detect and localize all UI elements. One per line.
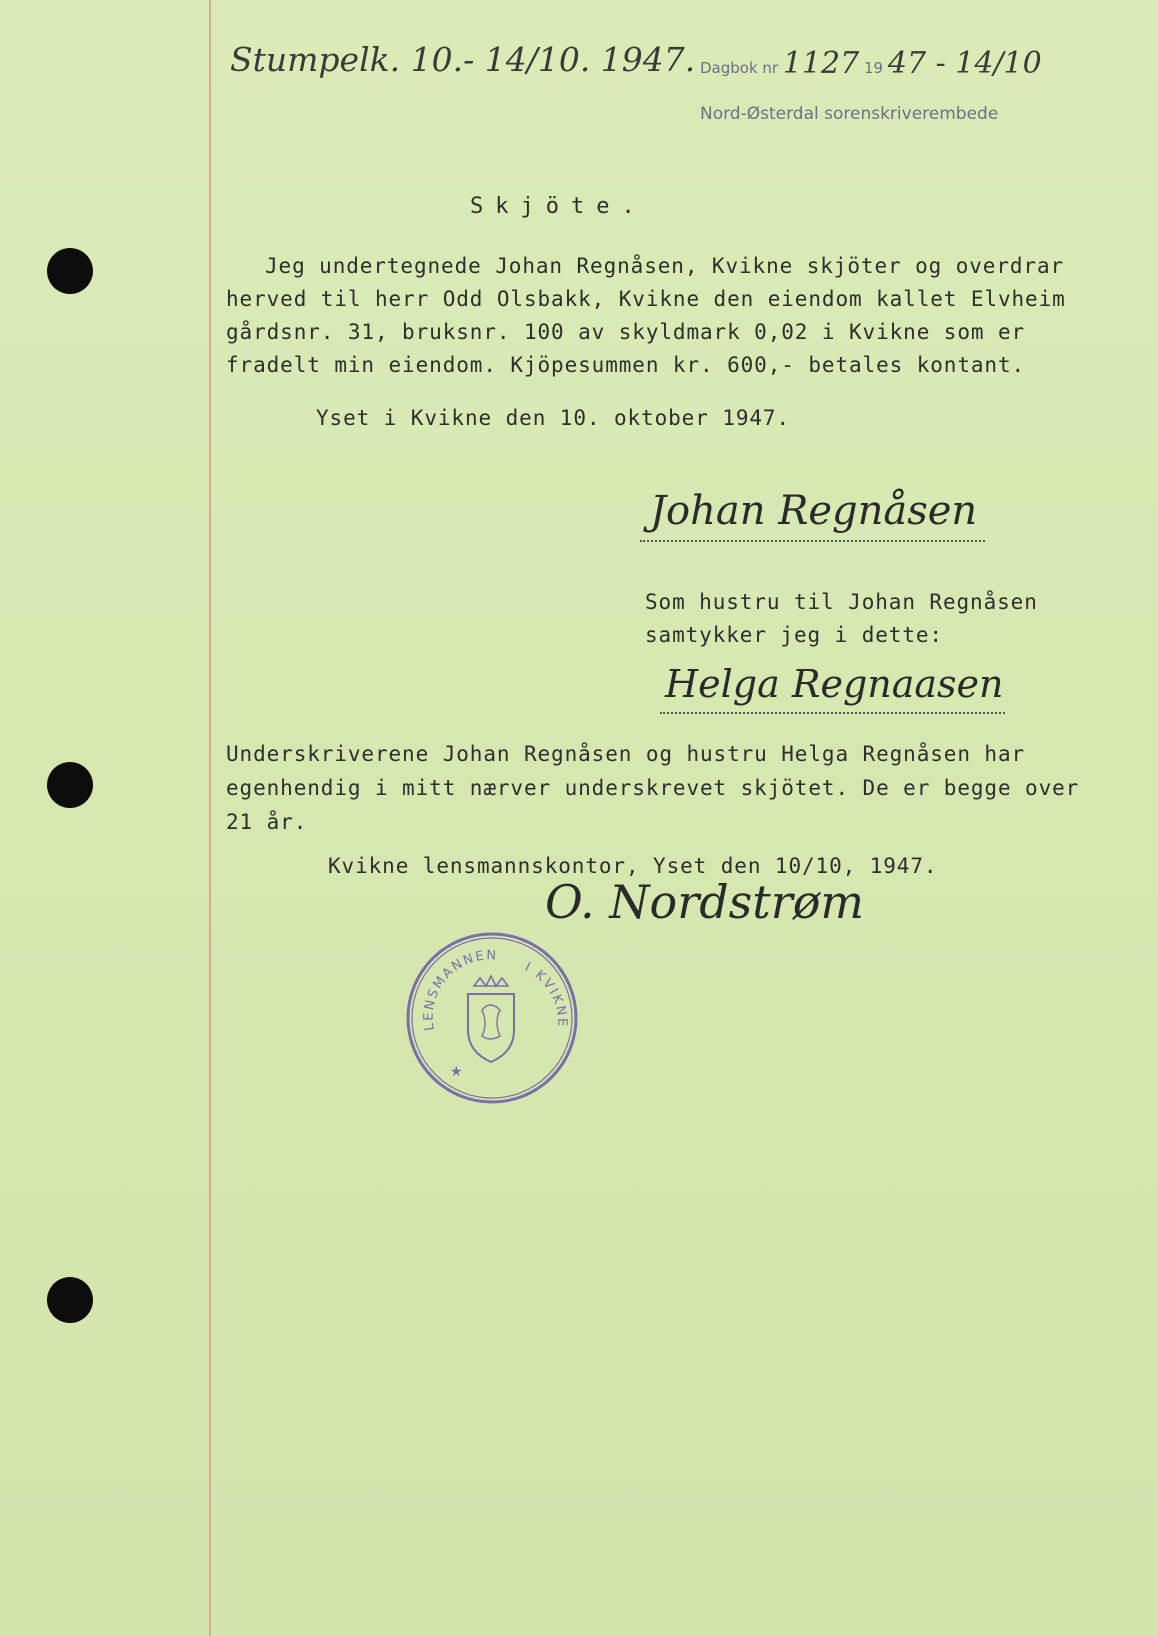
document-title: Skjöte. [470, 194, 647, 219]
dagbok-number: 1127 [782, 46, 860, 81]
svg-text:LENSMANNEN [422, 948, 499, 1031]
coat-of-arms-icon [468, 976, 514, 1062]
seal-text-top: LENSMANNEN [421, 948, 499, 1032]
body-line-1: Jeg undertegnede Johan Regnåsen, Kvikne skjöter og overdrar [265, 254, 1065, 278]
signature-lensmann: O. Nordstrøm [545, 875, 865, 929]
signature-line-2 [660, 712, 1005, 714]
signature-johan: Johan Regnåsen [650, 488, 978, 534]
margin-rule [209, 0, 211, 1636]
signature-helga: Helga Regnaasen [665, 662, 1004, 706]
dagbok-year-prefix: 19 [864, 59, 884, 77]
place-date: Yset i Kvikne den 10. oktober 1947. [316, 406, 791, 430]
lensmann-seal [404, 930, 580, 1106]
handwritten-reference-note: Stumpelk. 10.- 14/10. 1947. [230, 40, 696, 79]
attestation-line-3: 21 år. [226, 810, 308, 834]
seal-text-right: I KVIKNE [522, 960, 570, 1029]
seal-star-icon: ★ [450, 1064, 463, 1080]
dagbok-label: Dagbok nr [700, 59, 779, 77]
body-line-2: herved til herr Odd Olsbakk, Kvikne den eiendom kallet Elvheim [226, 287, 1066, 311]
consent-line-1: Som hustru til Johan Regnåsen [645, 590, 1038, 614]
attestation-line-1: Underskriverene Johan Regnåsen og hustru Helga Regnåsen har [226, 742, 1026, 766]
body-line-4: fradelt min eiendom. Kjöpesummen kr. 600,- betales kontant. [226, 353, 1026, 377]
dagbok-date: 47 - 14/10 [887, 46, 1042, 81]
punch-hole-3 [47, 1277, 93, 1323]
body-line-3: gårdsnr. 31, bruksnr. 100 av skyldmark 0,02 i Kvikne som er [226, 320, 1026, 344]
consent-line-2: samtykker jeg i dette: [645, 623, 943, 647]
punch-hole-1 [47, 248, 93, 294]
office-date: Kvikne lensmannskontor, Yset den 10/10, 1947. [328, 854, 938, 878]
punch-hole-2 [47, 762, 93, 808]
attestation-line-2: egenhendig i mitt nærver underskrevet skjötet. De er begge over [226, 776, 1080, 800]
dagbok-stamp-line [700, 46, 1042, 81]
signature-line-1 [640, 540, 985, 542]
office-stamp: Nord-Østerdal sorenskriverembede [700, 104, 999, 124]
